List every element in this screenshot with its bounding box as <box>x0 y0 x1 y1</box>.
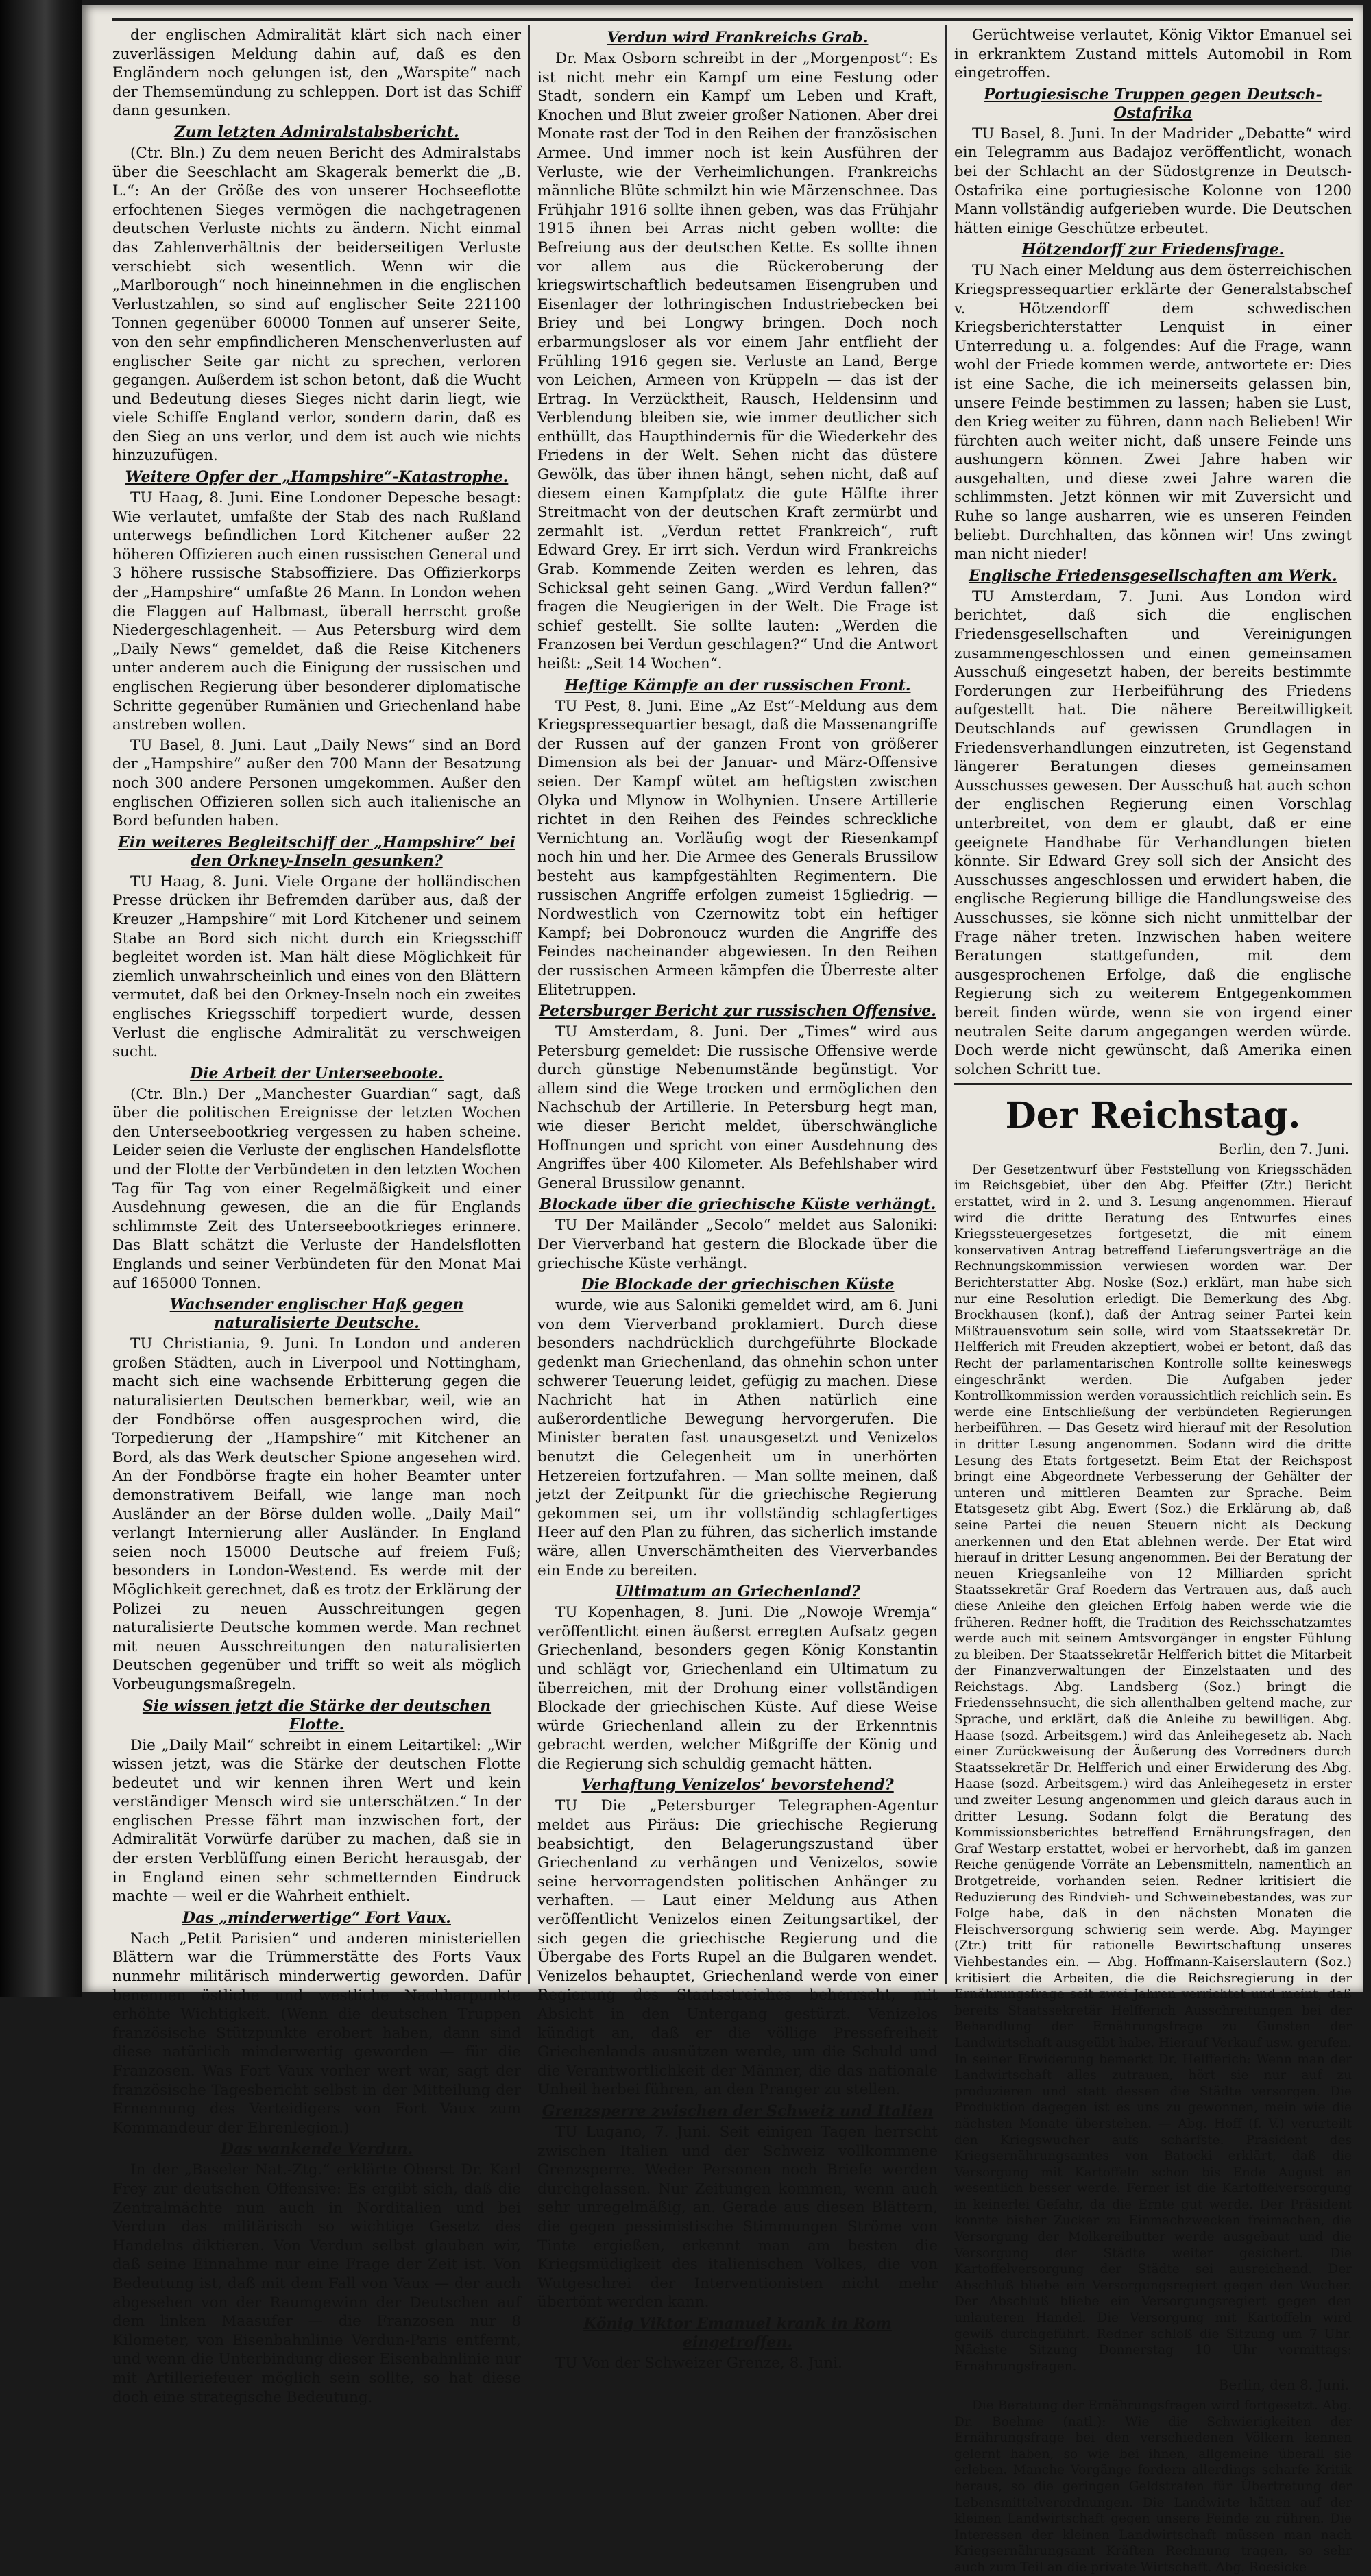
article-headline: Heftige Kämpfe an der russischen Front. <box>564 676 911 694</box>
article-headline: Weitere Opfer der „Hampshire“-Katastrophe. <box>125 468 509 487</box>
article-headline: Petersburger Bericht zur russischen Offensive. <box>539 1002 936 1021</box>
article-headline: Die Blockade der griechischen Küste <box>581 1276 895 1294</box>
article-paragraph: TU Christiania, 9. Juni. In London und anderen großen Städten, auch in Liverpool und Nottingham, macht sich eine wachsende Erbitterung gegen die naturalisierten Deutschen bemerkbar, weil, wie an der Fondbörse offen ausgesprochen wird, die Torpedierung der „Hampshire“ mit Kitchener an Bord, als das Werk deutscher Spione angesehen wird. An der Fondbörse fragte ein hoher Beamter unter demonstrativem Beifall, wie lange man noch Ausländer an der Börse dulden wolle. „Daily Mail“ verlangt Internierung aller Ausländer. In England seien noch 15000 Deutsche auf freiem Fuß; besonders in London-Westend. Es werde mit der Möglichkeit gerechnet, daß es trotz der Erklärung der Polizei zu neuen Ausschreitungen gegen naturalisierte Deutsche kommen werde. Man rechnet mit neuen Ausschreitungen den naturalisierten Deutschen gegenüber und trifft so weit als möglich Vorbeugungsmaßregeln. <box>112 1335 521 1693</box>
article-headline: Ein weiteres Begleitschiff der „Hampshire“ bei den Orkney-Inseln gesunken? <box>117 833 516 870</box>
article-paragraph: Gerüchtweise verlautet, König Viktor Emanuel sei in erkranktem Zustand mittels Automobil in Rom eingetroffen. <box>954 27 1352 82</box>
article-paragraph: Die „Daily Mail“ schreibt in einem Leitartikel: „Wir wissen jetzt, was die Stärke der deutschen Flotte bedeutet und wir kennen ihren Wert und kein verständiger Mensch wird sie unterschätzen.“ In der englischen Presse fährt man inzwischen fort, der Admiralität Vorwürfe darüber zu machen, daß sie in der ersten Verblüffung einen Bericht herausgab, der in England einen sehr schmetternden Eindruck machte — weil er die Wahrheit enthielt. <box>112 1736 521 1906</box>
article-headline: Wachsender englischer Haß gegen naturalisierte Deutsche. <box>169 1296 464 1333</box>
newspaper-page <box>82 5 1363 2575</box>
article-paragraph: TU Basel, 8. Juni. In der Madrider „Debatte“ wird ein Telegramm aus Badajoz veröffentlicht, wonach bei der Schlacht an der Südostgrenze in Deutsch-Ostafrika eine portugiesische Kolonne von 1200 Mann vollständig aufgerieben wurde. Die Deutschen hätten einige Geschütze erbeutet. <box>954 125 1352 237</box>
column-2 <box>537 26 938 2372</box>
column-divider <box>945 25 947 1984</box>
article-paragraph: TU Die „Petersburger Telegraphen-Agentur meldet aus Piräus: Die griechische Regierung beabsichtigt, den Belagerungszustand über Griechenland zu verhängen und Venizelos, sowie seine hervorragendsten politischen Anhänger zu verhaften. — Laut einer Meldung aus Athen veröffentlicht Venizelos einen Zeitungsartikel, der sich gegen die griechische Regierung und die Übergabe des Forts Rupel an die Bulgaren wendet. Venizelos behauptet, Griechenland werde von einer Regierung des Staatsstreiches beherrscht, mit Absicht in den Untergang gestürzt. Venizelos kündigt an, daß er die völlige Pressefreiheit Griechenlands ausnützen werde, um die Schuld und die Verantwortlichkeit der Männer, die das nationale Unheil herbei führen, an den Pranger zu stellen. <box>537 1797 938 2099</box>
article-headline: Das „minderwertige“ Fort Vaux. <box>182 1908 451 1927</box>
column-3 <box>954 26 1352 2575</box>
article-headline: Ultimatum an Griechenland? <box>615 1583 860 1601</box>
article-paragraph: TU Von der Schweizer Grenze, 8. Juni. <box>555 2354 842 2372</box>
article-paragraph: TU Pest, 8. Juni. Eine „Az Est“-Meldung aus dem Kriegspressequartier besagt, daß die Massenangriffe der Russen auf der ganzen Front von größerer Dimension als bei der Januar- und März-Offensive seien. Der Kampf wütet am heftigsten zwischen Olyka und Mlynow in Wolhynien. Unsere Artillerie richtet in den Reihen des Feindes schreckliche Vernichtung an. Vorläufig wogt der Riesenkampf noch hin und her. Die Armee des Generals Brussilow besteht aus kampfgestählten Regimentern. Die russischen Angriffe erfolgen zumeist 15gliedrig. — Nordwestlich von Czernowitz tobt ein heftiger Kampf; bei Dobronoucz wurden die Angriffe des Feindes nacheinander abgewiesen. In den Reihen der russischen Armeen kämpfen die Überreste alter Elitetruppen. <box>537 697 938 999</box>
article-headline: Verdun wird Frankreichs Grab. <box>607 29 869 47</box>
article-headline: Portugiesische Truppen gegen Deutsch-Ostafrika <box>984 85 1322 122</box>
article-headline: König Viktor Emanuel krank in Rom eingetroffen. <box>583 2314 892 2351</box>
article-paragraph: TU Lugano, 7. Juni. Seit einigen Tagen herrscht zwischen Italien und der Schweiz vollkommene Grenzsperre. Weder Personen noch Briefe werden durchgelassen. Nur Zeitungen kommen, wenn auch sehr unregelmäßig, an. Gerade aus diesen Blättern, die gegen pessimistische Stimmungen Ströme von Tinte ergießen, erkennt man am besten die Kriegsmüdigkeit des italienischen Volkes, die von Wutgeschrei der Interventionisten nicht mehr übertönt werden kann. <box>537 2123 938 2311</box>
dateline: Berlin, den 8. Juni. <box>1218 2377 1349 2394</box>
article-paragraph: (Ctr. Bln.) Der „Manchester Guardian“ sagt, daß über die politischen Ereignisse der letzten Wochen den Unterseebootkrieg vergessen zu haben scheine. Leider seien die Verluste der englischen Handelsflotte und der Flotte der Verbündeten in den letzten Wochen Tag für Tag von einer Regelmäßigkeit und einer Ausdehnung gewesen, die an die für Englands schlimmste Zeit des Unterseebootkrieges erinnere. Das Blatt schätzt die Verluste der Handelsflotten Englands und seiner Verbündeten für den Monat Mai auf 165000 Tonnen. <box>112 1085 521 1292</box>
top-rule <box>112 18 1353 21</box>
section-title: Der Reichstag. <box>1005 1095 1301 1137</box>
dateline: Berlin, den 7. Juni. <box>1218 1141 1349 1158</box>
article-paragraph: Nach „Petit Parisien“ und anderen ministeriellen Blättern war die Trümmerstätte des Forts Vaux nunmehr militärisch minderwertig geworden. Dafür benennen östliche und westliche Nachbarpunkte erhöhte Wichtigkeit. (Wenn die deutschen Truppen französische Stützpunkte erobert haben, dann sind diese natürlich minderwertig geworden — für die Franzosen. Was Fort Vaux vorher wert war, sagt der französische Tagesbericht selbst in der Mitteilung der Ernennung des Verteidigers von Fort Vaux zum Kommandeur der Ehrenlegion.) <box>112 1930 521 2137</box>
article-headline: Die Arbeit der Unterseeboote. <box>190 1064 444 1082</box>
article-paragraph: TU Nach einer Meldung aus dem österreichischen Kriegspressequartier erklärte der Generalstabschef v. Hötzendorff dem schwedischen Kriegsberichterstatter Lenquist in einer Unterredung u. a. folgendes: Auf die Frage, wann wohl der Friede kommen werde, antwortete er: Dies ist eine Sache, die ich meinerseits gelassen bin, unsere Feinde bestimmen zu lassen; haben sie Lust, den Krieg weiter zu führen, dann nach Belieben! Wir fürchten auch weiter nicht, daß unsere Feinde uns aushungern können. Zwei Jahre haben wir ausgehalten, und diese zwei Jahre waren die schlimmsten. Jetzt können wir mit Zuversicht und Ruhe so lange ausharren, wie es unseren Feinden beliebt. Durchhalten, das können wir! Uns zwingt man nicht nieder! <box>954 262 1352 563</box>
article-paragraph: Dr. Max Osborn schreibt in der „Morgenpost“: Es ist nicht mehr ein Kampf um eine Festung oder Stadt, sondern ein Kampf um Leben und Kraft, Knochen und Blut zweier großer Nationen. Aber drei Monate rast der Tod in den Reihen der französischen Armee. Und immer noch ist kein Ausführen der Verluste, wie der Verheimlichungen. Frankreichs männliche Blüte schmilzt hin wie Märzenschnee. Das Frühjahr 1916 sollte ihnen geben, was das Frühjahr 1915 ihnen bei Arras nicht geben wollte: die Befreiung aus der deutschen Kette. Es sollte ihnen vor allem aus die Rückeroberung der kriegswirtschaftlich bedeutsamen Eisengruben und Eisenlager der lothringischen Industriebecken bei Briey und bei Longwy bringen. Doch noch erbarmungsloser als vor einem Jahr entflieht der Frühling 1916 gegen sie. Verluste an Land, Berge von Leichen, Armeen von Krüppeln — das ist der Ertrag. In Verzücktheit, Rausch, Heldensinn und Verblendung bleiben sie, wie immer deutlicher sich enthüllt, das Haupthindernis für die Wiederkehr des Friedens in der Welt. Sehen nicht das düstere Gewölk, das über ihnen hängt, sehen nicht, daß auf diesem einen Kampfplatz die gute Hälfte ihrer Streitmacht von der deutschen Kraft zermürbt und zermahlt ist. „Verdun rettet Frankreich“, ruft Edward Grey. Er irrt sich. Verdun wird Frankreichs Grab. Kommende Zeiten werden es lehren, das Schicksal geht seinen Gang. „Wird Verdun fallen?“ fragen die Neugierigen in der Welt. Die Frage ist schief gestellt. Sie sollte lauten: „Werden die Franzosen bei Verdun geschlagen?“ Und die Antwort heißt: „Seit 14 Wochen“. <box>537 50 938 672</box>
column-divider <box>528 25 530 1984</box>
article-headline: Sie wissen jetzt die Stärke der deutschen Flotte. <box>142 1697 492 1734</box>
article-paragraph: Der Gesetzentwurf über Feststellung von Kriegsschäden im Reichsgebiet, über den Abg. Pfeiffer (Ztr.) Bericht erstattet, wird in 2. und 3. Lesung angenommen. Hierauf wird die dritte Beratung des Entwurfes eines Kriegssteuergesetzes fortgesetzt, die mit einem konservativen Antrag betreffend Lieferungsverträge an die Rechnungskommission verwiesen worden war. Der Berichterstatter Abg. Noske (Soz.) erklärt, man habe sich nur eine Resolution erledigt. Die Bemerkung des Abg. Brockhausen (konf.), daß der Antrag seiner Partei kein Mißtrauensvotum sein solle, wird vom Staatssekretär Dr. Helfferich mit Freuden akzeptiert, wobei er betont, daß das Recht der parlamentarischen Kontrolle sollte keineswegs eingeschränkt werden. Die Aufgaben jeder Kontrollkommission werden voraussichtlich reichlich sein. Es werde eine Entschließung der verbündeten Regierungen herbeiführen. — Das Gesetz wird hierauf mit der Resolution in dritter Lesung angenommen. Sodann wird die dritte Lesung des Etats fortgesetzt. Beim Etat der Reichspost bringt eine Abgeordnete Verbesserung der Gehälter der unteren und mittleren Beamten zur Sprache. Beim Etatsgesetz gibt Abg. Ewert (Soz.) die Erklärung ab, daß seine Partei die neuen Steuern nicht als Deckung anerkennen und den Etat ablehnen werde. Der Etat wird hierauf in dritter Lesung angenommen. Bei der Beratung der neuen Kriegsanleihe von 12 Milliarden spricht Staatssekretär Graf Roedern das Vertrauen aus, daß auch diese Anleihe den gleichen Erfolg haben werde wie die früheren. Redner hofft, die Tradition des Reichsschatzamtes werde auch mit seinem Amtsvorgänger in engster Fühlung zu bleiben. Der Staatssekretär Helfferich bittet die Mitarbeit der Finanzverwaltungen der Einzelstaaten und des Reichstags. Abg. Landsberg (Soz.) bringt die Friedenssehnsucht, die sich allenthalben geltend mache, zur Sprache, und erklärt, daß die Anleihe zu bewilligen. Abg. Haase (sozd. Arbeitsgem.) wird das Anleihegesetz ab. Nach einer Zurückweisung der Äußerung des Vorredners durch Staatssekretär Dr. Helfferich und einer Erwiderung des Abg. Haase (sozd. Arbeitsgem.) wird das Anleihegesetz in erster und zweiter Lesung angenommen und gleich daraus auch in dritter Lesung. Sodann folgt die Beratung des Kommissionsberichtes betreffend Ernährungsfragen, den Graf Westarp erstattet, wobei er hervorhebt, daß im ganzen Reiche genügende Vorräte an Lebensmitteln, namentlich an Brotgetreide, vorhanden seien. Redner kritisiert die Reduzierung des Rindvieh- und Schweinebestandes, was zur Folge habe, daß in den nächsten Monaten die Fleischversorgung schwierig sein werde. Abg. Mayinger (Ztr.) tritt für rationelle Bewirtschaftung unseres Viehbestandes ein. — Abg. Hoffmann-Kaiserslautern (Soz.) kritisiert die Arbeiten, die die Reichsregierung in der Ernährungsfrage seit zwei Jahren verrichtet und meint, daß bereits Staatssekretär Helfferich Ausschreitungen bei der Behandlung der Ernährungsfrage zu Gunsten der Landwirtschaft ausgeübt habe. Hierauf Verkauf usw. gerufen. In seiner Erwiderung bemerkt Dr. Helfferich: Wenn man der Landwirtschaft alles zutrauen, hört sie nur auf zu produzieren und statt dessen die Städte versorgen. Die Produktion dagegen ist es uns zu gewonnen, mein wie die nächsten Monate überstehen. — Abg. Hoff (f. V.) verurteilt den Kriegswucher aufs schärfste. Präsident des Kriegsernährungsamtes von Batocki erklärt, daß die Versorgung mit Kartoffeln schon bis Ende August an wesentlich besser werde. Ferner ist die Kartoffelversorgung in keinerlei Gefahr, da die Ernte gut werde. Der Präsident konnte bisher Zucker zu Einmachzwecken freimachen, die Versorgung der Molkereibutter werde ausgebaut und die Versorgung der Städte weiter gesichert. Die Kartoffelversorgung der Städte sei ausreichend. Der Abschluß bliebe ein Versorgungsregiert gegen den Wucher. Der Abschluß bliebe ein Versorgungsregiert gegen den unlauteren Handel. Die Versorgung mit Kartoffeln wird gewiß durchgeführt. Redner schloß die Sitzung um 7 Uhr. Nächste Sitzung Donnerstag 10 Uhr vormittags: Ernährungsfragen. <box>954 1162 1352 2374</box>
article-paragraph: TU Kopenhagen, 8. Juni. Die „Nowoje Wremja“ veröffentlicht einen äußerst erregten Aufsatz gegen Griechenland, besonders gegen König Konstantin und schlägt vor, Griechenland ein Ultimatum zu überreichen, mit der Drohung einer vollständigen Blockade der griechischen Küste. Auf diese Weise würde Griechenland allein zu der Erkenntnis gebracht werden, welcher Mißgriffe der König und die Regierung sich schuldig gemacht hätten. <box>537 1604 938 1773</box>
column-1 <box>112 26 521 2406</box>
article-paragraph: TU Haag, 8. Juni. Eine Londoner Depesche besagt: Wie verlautet, umfaßte der Stab des nach Rußland unterwegs befindlichen Lord Kitchener außer 22 höheren Offizieren auch einen russischen General und 3 höhere russische Stabsoffiziere. Das Offizierkorps der „Hampshire“ umfaßte 26 Mann. In London wehen die Flaggen auf Halbmast, überall herrscht große Niedergeschlagenheit. — Aus Petersburg wird dem „Daily News“ gemeldet, daß die Reise Kitcheners unter anderem auch die Einigung der russischen und englischen Regierung über besonderer diplomatische Schritte gegenüber Rumänien und Griechenland habe anstreben wollen. <box>112 489 521 734</box>
article-paragraph: der englischen Admiralität klärt sich nach einer zuverlässigen Meldung dahin auf, daß es den Engländern noch gelungen ist, den „Warspite“ nach der Themsemündung zu schleppen. Dort ist das Schiff dann gesunken. <box>112 27 521 120</box>
article-headline: Grenzsperre zwischen der Schweiz und Italien <box>542 2102 934 2120</box>
article-paragraph: TU Haag, 8. Juni. Viele Organe der holländischen Presse drücken ihr Befremden darüber aus, daß der Kreuzer „Hampshire“ mit Lord Kitchener und seinem Stabe an Bord sich nicht durch ein Kriegsschiff begleitet worden ist. Man hält diese Möglichkeit für ziemlich unwahrscheinlich und eines von den Blättern vermutet, daß bei den Orkney-Inseln noch ein zweites englisches Kriegsschiff torpediert wurde, dessen Verlust die englische Admiralität zu verschweigen sucht. <box>112 873 521 1061</box>
article-headline: Blockade über die griechische Küste verhängt. <box>539 1195 936 1214</box>
article-paragraph: TU Basel, 8. Juni. Laut „Daily News“ sind an Bord der „Hampshire“ außer den 700 Mann der Besatzung noch 300 andere Personen umgekommen. Außer den englischen Offizieren sollen sich auch italienische an Bord befunden haben. <box>112 736 521 830</box>
article-headline: Das wankende Verdun. <box>220 2140 413 2159</box>
article-paragraph: TU Amsterdam, 8. Juni. Der „Times“ wird aus Petersburg gemeldet: Die russische Offensive werde durch günstige Nebenumstände begünstigt. Vor allem sind die Wege trocken und ermöglichen den Nachschub der Artillerie. In Petersburg hegt man, wie dieser Bericht meldet, überschwängliche Hoffnungen und spricht von einer Ausdehnung des Angriffes über 400 Kilometer. Als Befehlshaber wird General Brussilow genannt. <box>537 1023 938 1192</box>
article-headline: Zum letzten Admiralstabsbericht. <box>174 123 459 141</box>
article-paragraph: In der „Baseler Nat.-Ztg.“ erklärte Oberst Dr. Karl Frey zur deutschen Offensive: Es ergibt sich, daß die Zentralmächte nun auch in Norditalien und bei Verdun das militärisch so wichtige Gesetz des Handelns diktieren. Von Verdun selbst glauben wir, daß seine Einnahme nur eine Frage der Zeit ist. Von Bedeutung ist, daß mit dem Fall von Vaux — der auch abgesehen von der Raumgewinn der Deutschen auf dem linken Maasufer — die Franzosen nur 8 Kilometer, von Eisenbahnlinie Verdun-Paris entfernt, und wenn die Unterbindung dieser Eisenbahnlinie nur mit Artilleriefeuer möglich sein sollte, so hat diese doch eine strategische Bedeutung. <box>112 2161 521 2406</box>
article-paragraph: Die Beratung der Ernährungsfragen wird fortgesetzt. Abg. Dr. Boehme (natl.): Wie die Schwierigkeiten der Ernährungsfrage bei den verschiedenen Völkern kennen gelernt haben, so wie bei ihnen, allgemeine überall sie erleben. Manche Vorgänge fordern allerdings scharfe Kritik heraus, so die geringen Geldstrafen für Übertretung der Lebensmittelverordnungen. Die Landwirte hätten auf der kleinen Landwirtschaft gegen unsere Feinde zu rühren. Die Interessen der kleinen Landwirtschaft müssen man nach Kriegsernährungsamt Kräften Rechnung tragen, so sehr auch zum Teil an die private Wirtschaft. Abg. Roesicke <box>954 2398 1352 2575</box>
article-paragraph: TU Amsterdam, 7. Juni. Aus London wird berichtet, daß sich die englischen Friedensgesellschaften und Vereinigungen zusammengeschlossen und einen gemeinsamen Ausschuß eingesetzt haben, der bereits bestimmte Forderungen zur Herbeiführung des Friedens aufgestellt hat. Die nähere Bereitwilligkeit Deutschlands auf gewissen Grundlagen in Friedensverhandlungen einzutreten, ist Gegenstand längerer Beratungen dieses gemeinsamen Ausschusses gewesen. Der Ausschuß hat auch schon der englischen Regierung einen Vorschlag unterbreitet, von dem er glaubt, daß er eine geeignete Handhabe für Verhandlungen bieten könnte. Sir Edward Grey soll sich der Ansicht des Ausschusses angeschlossen und erwidert haben, die englische Regierung billige die Handlungsweise des Ausschusses, sie könne sich nicht unmittelbar der Frage näher treten. Inzwischen haben weitere Beratungen stattgefunden, mit dem ausgesprochenen Erfolge, daß die englische Regierung sich zu weiterem Entgegenkommen bereit finden würde, wenn sie von irgend einer neutralen Seite darum angegangen werden würde. Doch werde nicht gewünscht, daß Amerika einen solchen Schritt tue. <box>954 587 1352 1078</box>
article-headline: Englische Friedensgesellschaften am Werk. <box>969 566 1337 585</box>
section-rule <box>954 1083 1352 1085</box>
article-paragraph: (Ctr. Bln.) Zu dem neuen Bericht des Admiralstabs über die Seeschlacht am Skagerak bemerkt die „B. L.“: An der Größe des von unserer Hochseeflotte erfochtenen Sieges vermögen die nachgetragenen deutschen Verluste nichts zu ändern. Nicht einmal das Zahlenverhältnis der beiderseitigen Verluste verschiebt sich wesentlich. Wenn wir die „Marlborough“ noch hineinnehmen in die englischen Verlustzahlen, so sind auf englischer Seite 221100 Tonnen gegenüber 60000 Tonnen auf unserer Seite, von den sehr empfindlicheren Menschenverlusten auf englischer Seite gar nicht zu sprechen, verloren gegangen. Außerdem ist schon betont, daß die Wucht und Bedeutung dieses Sieges nicht darin liegt, wie viele Schiffe England verlor, sondern darin, daß es den Sieg an uns verlor, und dem ist auch wie nichts hinzuzufügen. <box>112 144 521 465</box>
article-paragraph: wurde, wie aus Saloniki gemeldet wird, am 6. Juni von dem Vierverband proklamiert. Durch diese besonders nachdrücklich durchgeführte Blockade gedenkt man Griechenland, das ohnehin schon unter schwerer Teuerung leidet, gefügig zu machen. Diese Nachricht hat in Athen natürlich eine außerordentliche Bewegung hervorgerufen. Die Minister beraten fast unausgesetzt und Venizelos benutzt die Gelegenheit um in unerhörten Hetzereien fortzufahren. — Man sollte meinen, daß jetzt der Zeitpunkt für die griechische Regierung gekommen sei, um ihr vollständig schlagfertiges Heer auf den Plan zu führen, das sicherlich imstande wäre, allen Unverschämtheiten des Vierverbandes ein Ende zu bereiten. <box>537 1297 938 1579</box>
book-spine <box>0 0 82 1997</box>
article-headline: Hötzendorff zur Friedensfrage. <box>1021 241 1285 259</box>
article-paragraph: TU Der Mailänder „Secolo“ meldet aus Saloniki: Der Vierverband hat gestern die Blockade über die griechische Küste verhängt. <box>537 1217 938 1272</box>
article-headline: Verhaftung Venizelos’ bevorstehend? <box>581 1776 894 1795</box>
